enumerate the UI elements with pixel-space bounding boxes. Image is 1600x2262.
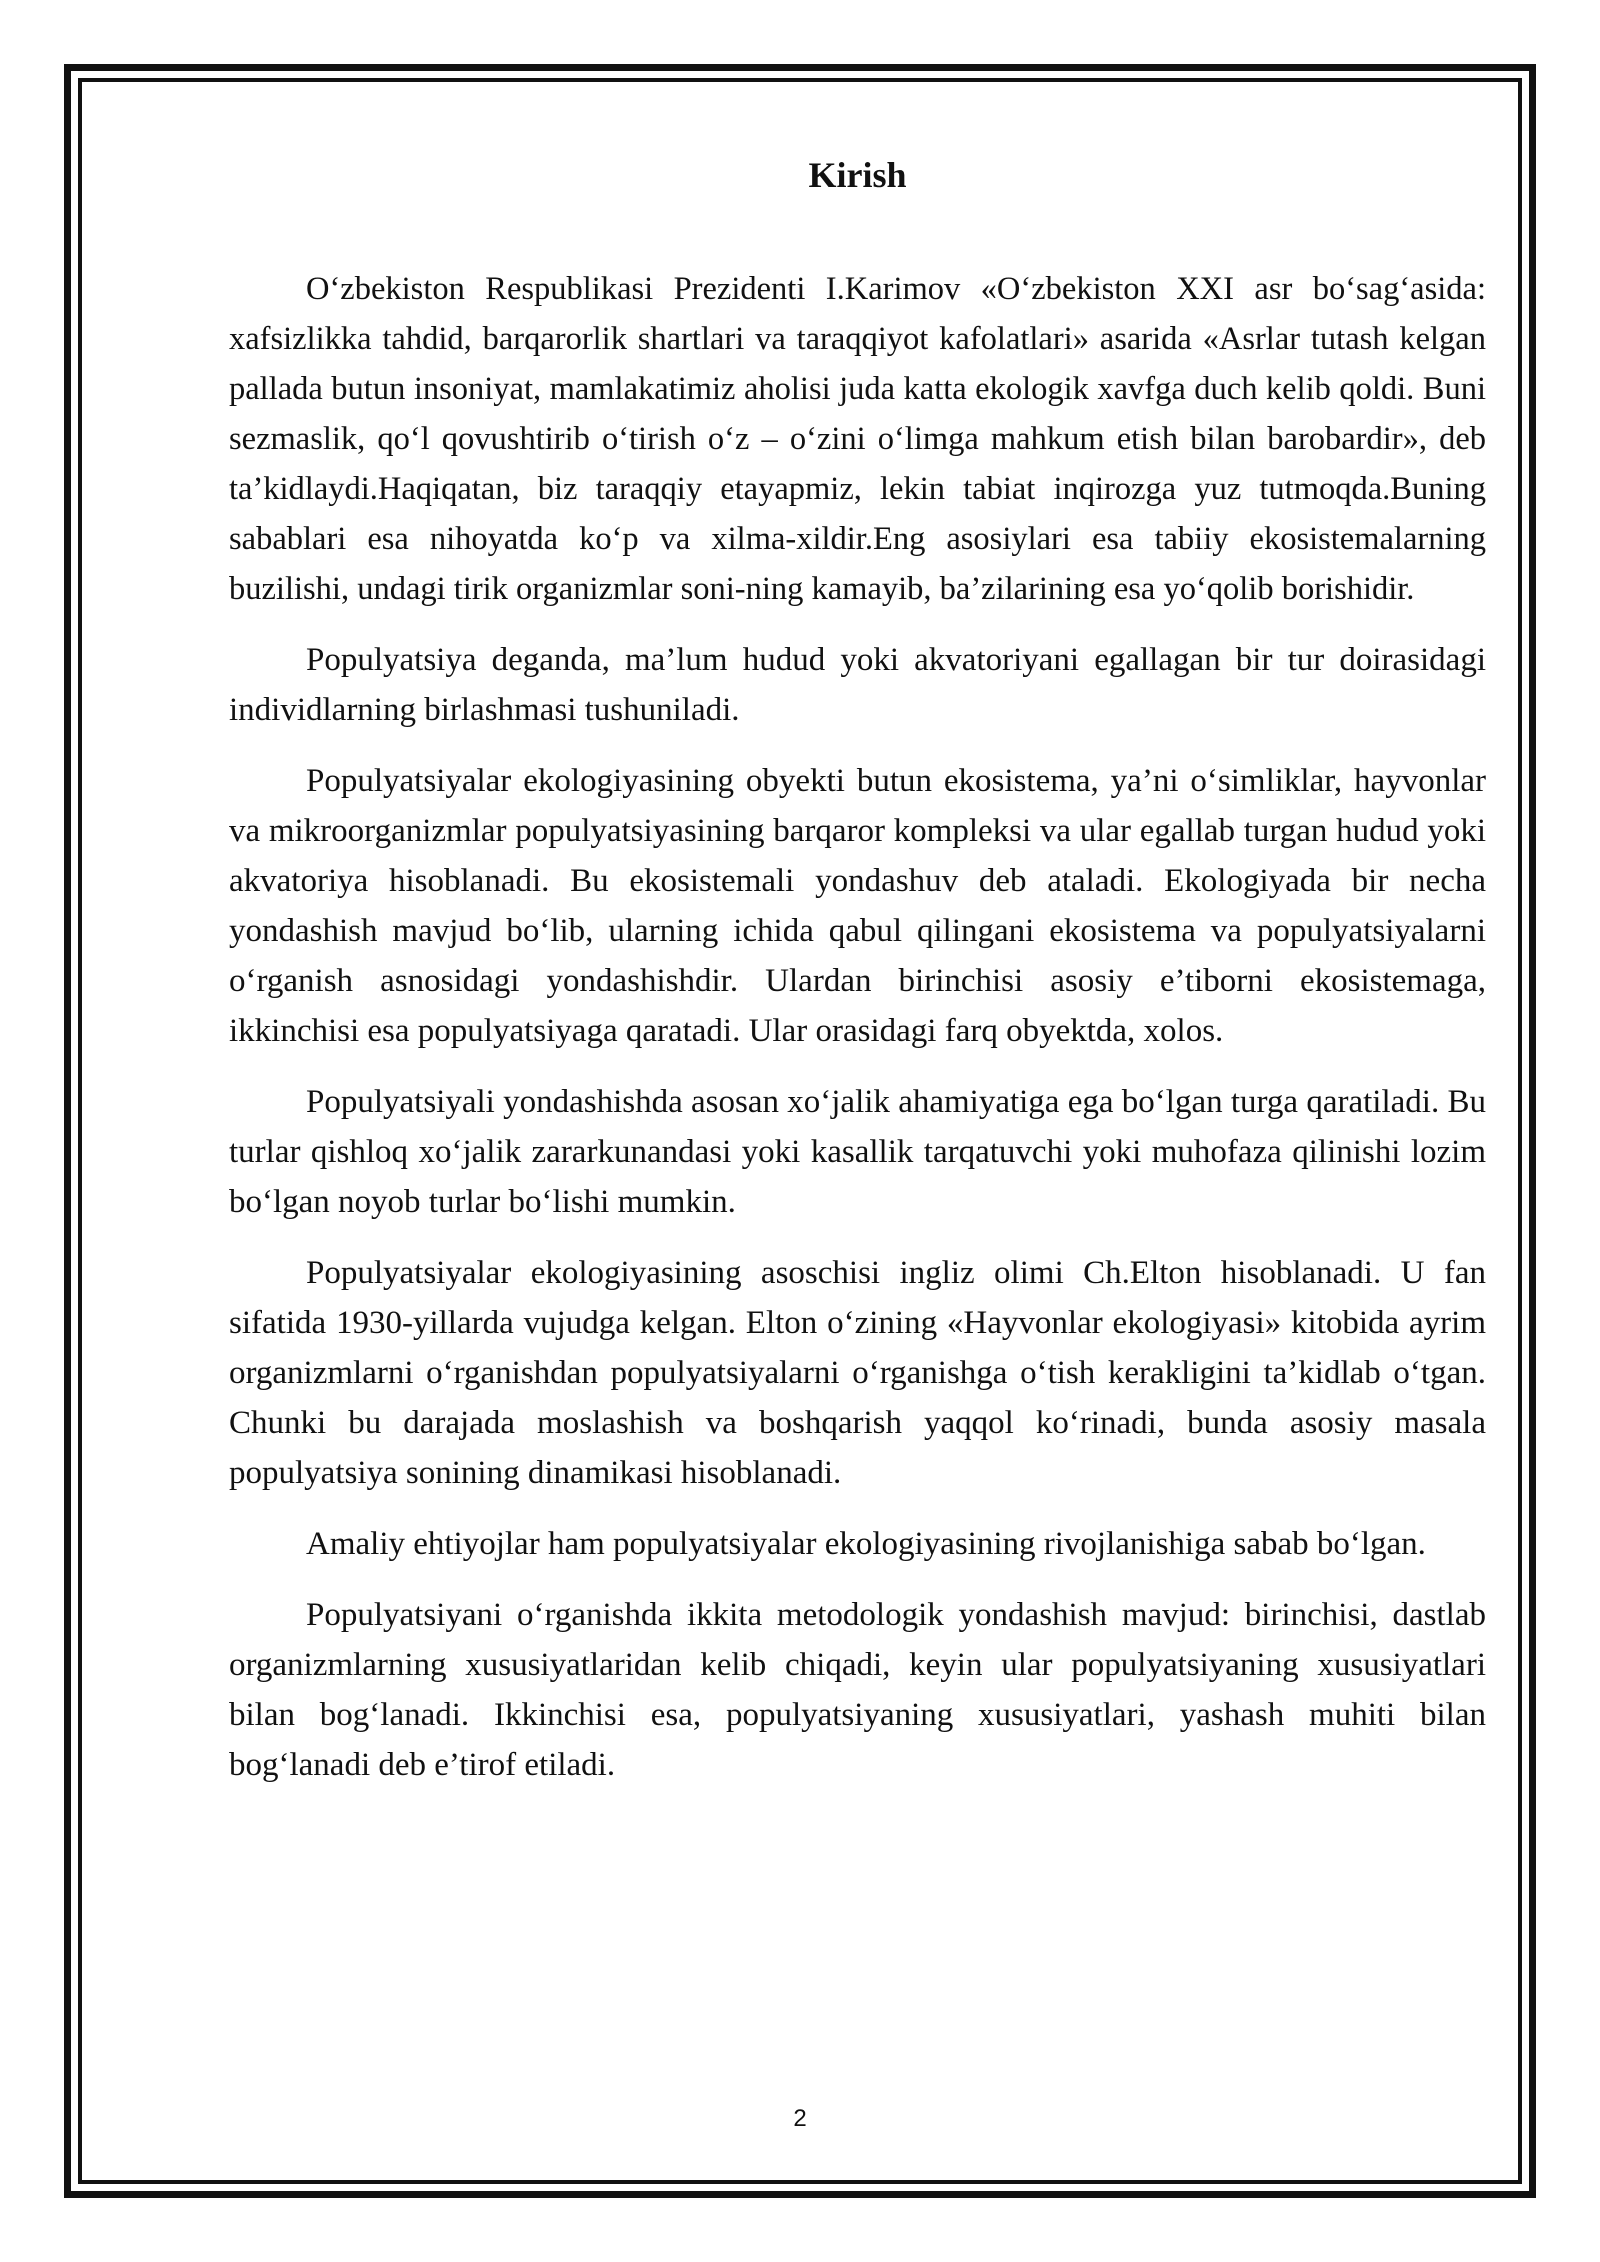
paragraph-practical-needs: Amaliy ehtiyojlar ham populyatsiyalar ekologiyasining rivojlanishiga sabab bo‘lgan. [306, 1526, 1426, 1562]
page-number: 2 [793, 2105, 807, 2132]
paragraph-elton: Populyatsiyalar ekologiyasining asoschisi ingliz olimi Ch.Elton hisoblanadi. U fan sifatida 1930-yillarda vujudga kelgan. Elton o‘zining «Hayvonlar ekologiyasi» kitobida ayrim organizmlarni o‘rganishdan populyatsiyalarni o‘rganishga o‘tish kerakligini ta’kidlab o‘tgan. Chunki bu darajada moslashish va boshqarish yaqqol ko‘rinadi, bunda asosiy masala populyatsiya sonining dinamikasi hisoblanadi. [229, 1255, 1486, 1491]
paragraph-ecosystem-approach: Populyatsiyalar ekologiyasining obyekti butun ekosistema, ya’ni o‘simliklar, hayvonlar va mikroorganizmlar populyatsiyasining barqaror kompleksi va ular egallab turgan hudud yoki akvatoriya hisoblanadi. Bu ekosistemali yondashuv deb ataladi. Ekologiyada bir necha yondashish mavjud bo‘lib, ularning ichida qabul qilingani ekosistema va populyatsiyalarni o‘rganish asnosidagi yondashishdir. Ulardan birinchisi asosiy e’tiborni ekosistemaga, ikkinchisi esa populyatsiyaga qaratadi. Ular orasidagi farq obyektda, xolos. [229, 763, 1486, 1049]
paragraph-population-definition: Populyatsiya deganda, ma’lum hudud yoki akvatoriyani egallagan bir tur doirasidagi individlarning birlashmasi tushuniladi. [229, 642, 1486, 728]
document-body [229, 150, 1486, 1811]
paragraph-introduction: O‘zbekiston Respublikasi Prezidenti I.Karimov «O‘zbekiston XXI asr bo‘sag‘asida: xafsizlikka tahdid, barqarorlik shartlari va taraqqiyot kafolatlari» asarida «Asrlar tutash kelgan pallada butun insoniyat, mamlakatimiz aholisi juda katta ekologik xavfga duch kelib qoldi. Buni sezmaslik, qo‘l qovushtirib o‘tirish o‘z – o‘zini o‘limga mahkum etish bilan barobardir», deb ta’kidlaydi.Haqiqatan, biz taraqqiy etayapmiz, lekin tabiat inqirozga yuz tutmoqda.Buning sabablari esa nihoyatda ko‘p va xilma-xildir.Eng asosiylari esa tabiiy ekosistemalarning buzilishi, undagi tirik organizmlar soni-ning kamayib, ba’zilarining esa yo‘qolib borishidir. [229, 271, 1486, 607]
page-title: Kirish [808, 155, 907, 195]
paragraph-population-approach: Populyatsiyali yondashishda asosan xo‘jalik ahamiyatiga ega bo‘lgan turga qaratiladi. Bu turlar qishloq xo‘jalik zararkunandasi yoki kasallik tarqatuvchi yoki muhofaza qilinishi lozim bo‘lgan noyob turlar bo‘lishi mumkin. [229, 1084, 1486, 1220]
paragraph-methodological-approaches: Populyatsiyani o‘rganishda ikkita metodologik yondashish mavjud: birinchisi, dastlab organizmlarning xususiyatlaridan kelib chiqadi, keyin ular populyatsiyaning xususiyatlari bilan bog‘lanadi. Ikkinchisi esa, populyatsiyaning xususiyatlari, yashash muhiti bilan bog‘lanadi deb e’tirof etiladi. [229, 1597, 1486, 1783]
